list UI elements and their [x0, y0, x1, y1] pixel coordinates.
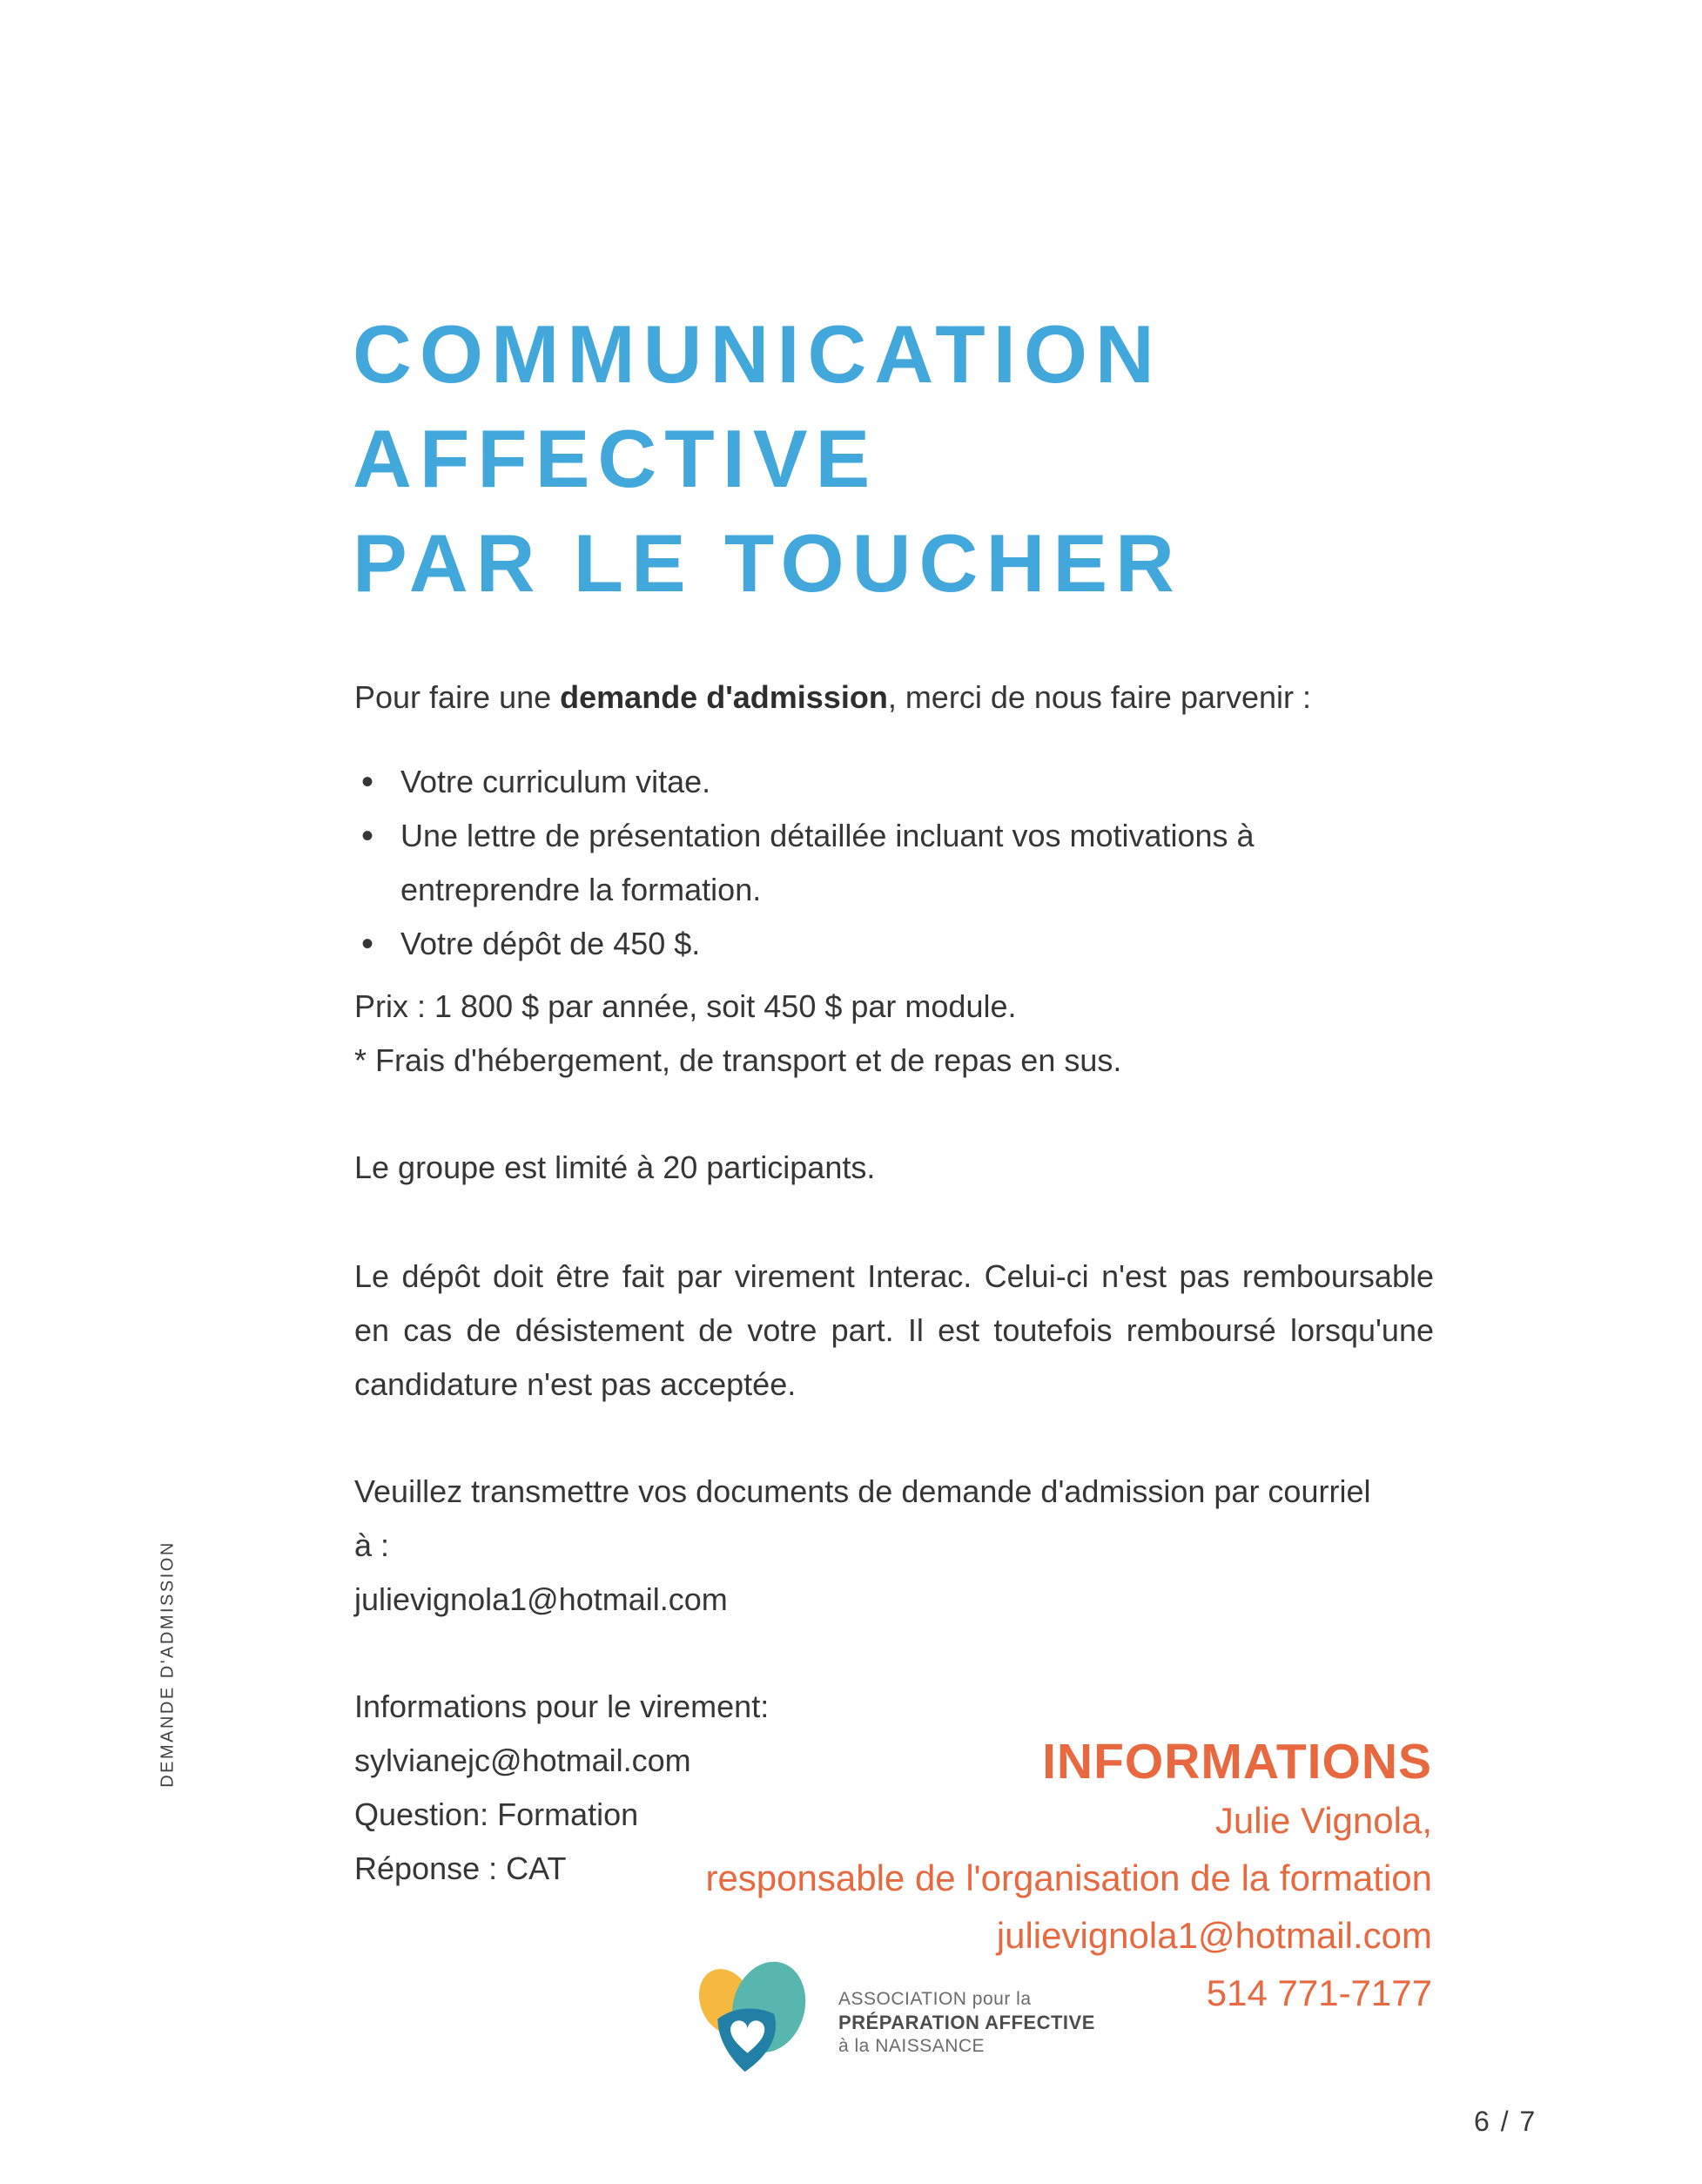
- logo-text-line-3: à la NAISSANCE: [838, 2036, 986, 2056]
- contact-name: Julie Vignola,: [1214, 1800, 1432, 1841]
- contact-email: julievignola1@hotmail.com: [996, 1915, 1432, 1956]
- title-line-1: COMMUNICATION: [353, 308, 1162, 400]
- intro-prefix: Pour faire une: [354, 679, 561, 715]
- list-item: • Votre curriculum vitae.: [354, 755, 1434, 809]
- list-item: • Une lettre de présentation détaillée incluant vos motivations à entreprendre la formation.: [354, 809, 1434, 917]
- submission-paragraph: Veuillez transmettre vos documents de demande d'admission par courriel à :: [354, 1473, 1371, 1563]
- fees-note: * Frais d'hébergement, de transport et de repas en sus.: [354, 1042, 1122, 1078]
- pricing-block: [354, 980, 1486, 1088]
- page-title: [353, 302, 1182, 616]
- title-line-3: PAR LE TOUCHER: [353, 517, 1182, 609]
- contact-block: [705, 1731, 1432, 2022]
- transfer-question: Question: Formation: [354, 1796, 639, 1832]
- logo-text-line-1: ASSOCIATION pour la: [838, 1989, 1032, 2009]
- contact-role: responsable de l'organisation de la formation: [705, 1857, 1432, 1898]
- admission-requirements-list: [354, 755, 1434, 971]
- contact-heading: INFORMATIONS: [1042, 1734, 1432, 1790]
- transfer-email: sylvianejc@hotmail.com: [354, 1742, 691, 1778]
- intro-suffix: , merci de nous faire parvenir :: [887, 679, 1312, 715]
- transfer-answer: Réponse : CAT: [354, 1850, 567, 1886]
- association-logo-text: [838, 1987, 1095, 2058]
- contact-phone: 514 771-7177: [1206, 1972, 1432, 2013]
- group-limit-line: Le groupe est limité à 20 participants.: [354, 1149, 876, 1185]
- list-item: • Votre dépôt de 450 $.: [354, 917, 1434, 971]
- intro-paragraph: [354, 671, 1311, 725]
- vertical-section-label: DEMANDE D'ADMISSION: [158, 1540, 178, 1788]
- logo-text-line-2: PRÉPARATION AFFECTIVE: [838, 2012, 1095, 2033]
- association-logo: [694, 1958, 813, 2077]
- intro-bold-phrase: demande d'admission: [560, 679, 888, 715]
- transfer-heading: Informations pour le virement:: [354, 1689, 770, 1724]
- submission-email: julievignola1@hotmail.com: [354, 1581, 728, 1617]
- title-line-2: AFFECTIVE: [353, 413, 878, 504]
- submission-block: [354, 1465, 1390, 1627]
- price-line: Prix : 1 800 $ par année, soit 450 $ par module.: [354, 988, 1017, 1024]
- page-number: 6 / 7: [1474, 2106, 1537, 2137]
- deposit-paragraph: Le dépôt doit être fait par virement Interac. Celui-ci n'est pas remboursable en cas de désistement de votre part. Il est toutefois remboursé lorsqu'une candidature n'est pas acceptée.: [354, 1258, 1434, 1402]
- heart-logo-icon: [694, 1958, 813, 2077]
